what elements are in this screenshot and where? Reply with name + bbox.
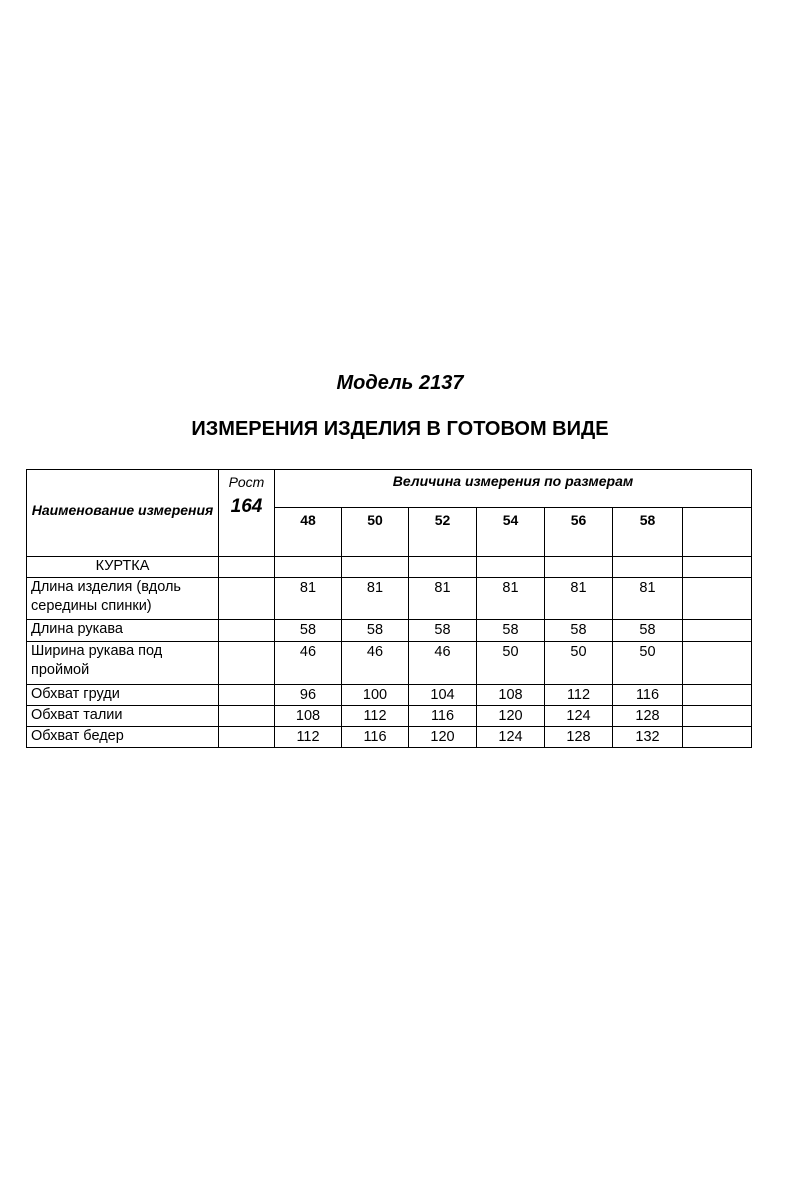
measurement-table — [26, 469, 752, 748]
table-row — [27, 727, 752, 748]
header-size: 52 — [409, 508, 477, 557]
header-size: 50 — [342, 508, 409, 557]
header-row-1 — [27, 470, 752, 508]
row-label: Ширина рукава под проймой — [27, 642, 219, 685]
cell-value: 128 — [613, 706, 683, 727]
cell-value: 46 — [409, 642, 477, 685]
header-size: 56 — [545, 508, 613, 557]
cell-value: 116 — [342, 727, 409, 748]
cell-value: 108 — [275, 706, 342, 727]
header-size: 48 — [275, 508, 342, 557]
cell-value: 112 — [545, 685, 613, 706]
cell-value: 58 — [342, 620, 409, 642]
cell-value: 58 — [545, 620, 613, 642]
cell-value: 132 — [613, 727, 683, 748]
header-size — [683, 508, 752, 557]
section-row — [27, 557, 752, 578]
cell-value: 116 — [613, 685, 683, 706]
header-size: 58 — [613, 508, 683, 557]
cell-value: 124 — [477, 727, 545, 748]
cell-value: 120 — [477, 706, 545, 727]
cell-value: 81 — [275, 578, 342, 620]
cell-value: 58 — [275, 620, 342, 642]
cell-value: 81 — [342, 578, 409, 620]
section-label: КУРТКА — [27, 557, 219, 578]
cell-value: 58 — [409, 620, 477, 642]
cell-value: 96 — [275, 685, 342, 706]
cell-value: 116 — [409, 706, 477, 727]
header-size: 54 — [477, 508, 545, 557]
table-row — [27, 706, 752, 727]
cell-value: 81 — [613, 578, 683, 620]
cell-value: 58 — [613, 620, 683, 642]
row-label: Обхват талии — [27, 706, 219, 727]
cell-value: 50 — [613, 642, 683, 685]
row-label: Обхват груди — [27, 685, 219, 706]
cell-value: 81 — [409, 578, 477, 620]
table-row — [27, 578, 752, 620]
row-label: Обхват бедер — [27, 727, 219, 748]
document-title: ИЗМЕРЕНИЯ ИЗДЕЛИЯ В ГОТОВОМ ВИДЕ — [191, 418, 609, 440]
cell-value: 112 — [342, 706, 409, 727]
cell-value: 58 — [477, 620, 545, 642]
rost-value: 164 — [230, 496, 263, 517]
cell-value: 108 — [477, 685, 545, 706]
row-label: Длина рукава — [27, 620, 219, 642]
cell-value: 50 — [477, 642, 545, 685]
cell-value: 128 — [545, 727, 613, 748]
header-sizes-title: Величина измерения по размерам — [275, 470, 752, 508]
cell-value: 120 — [409, 727, 477, 748]
cell-value: 46 — [275, 642, 342, 685]
table-row — [27, 642, 752, 685]
row-label: Длина изделия (вдоль середины спинки) — [27, 578, 219, 620]
cell-value: 81 — [545, 578, 613, 620]
cell-value: 112 — [275, 727, 342, 748]
cell-value: 104 — [409, 685, 477, 706]
table-row — [27, 685, 752, 706]
header-measurement-name: Наименование измерения — [27, 470, 219, 557]
header-rost — [219, 470, 275, 557]
table-row — [27, 620, 752, 642]
cell-value: 100 — [342, 685, 409, 706]
rost-label: Рост — [228, 474, 265, 490]
model-title: Модель 2137 — [336, 372, 464, 394]
cell-value: 124 — [545, 706, 613, 727]
cell-value: 50 — [545, 642, 613, 685]
cell-value: 46 — [342, 642, 409, 685]
cell-value: 81 — [477, 578, 545, 620]
